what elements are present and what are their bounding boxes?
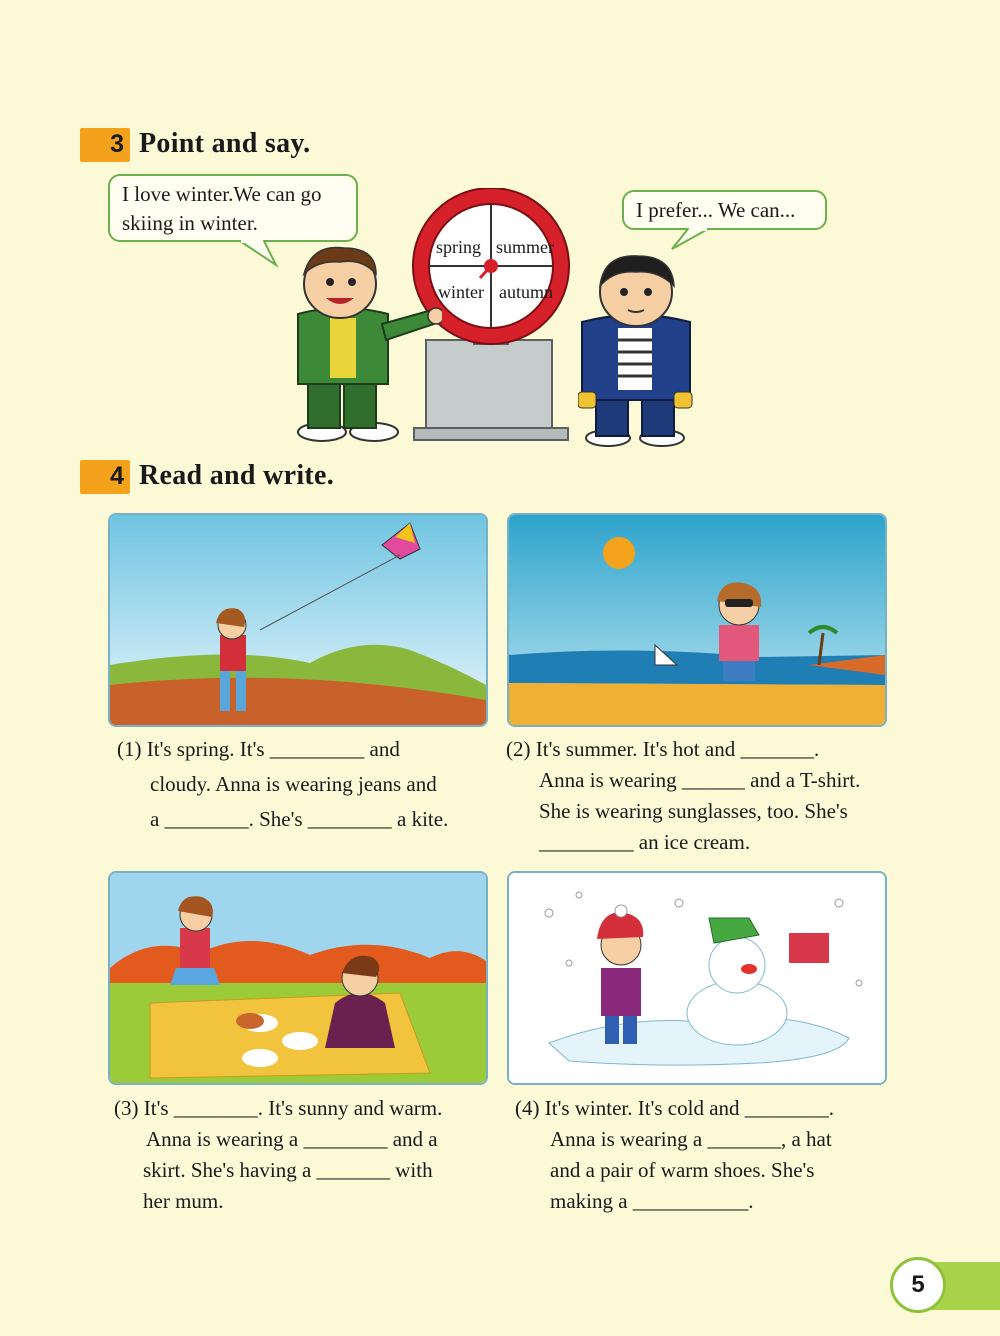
bubble-right-text: I prefer... We can... — [636, 198, 796, 222]
exercise-3-line-2: Anna is wearing a ________ and a — [146, 1127, 438, 1151]
wheel-label-winter: winter — [438, 282, 484, 302]
bubble-right-tail — [668, 227, 718, 253]
section-3-number: 3 — [110, 130, 124, 158]
exercise-2-line-4: _________ an ice cream. — [539, 830, 751, 854]
wheel-label-summer: summer — [496, 237, 554, 257]
exercise-4-line-1: (4) It's winter. It's cold and ________. — [515, 1096, 835, 1120]
bubble-left-line-1: I love winter.We can go — [122, 182, 322, 206]
section-4-badge — [80, 460, 130, 494]
wheel-label-autumn: autumn — [499, 282, 553, 302]
exercise-1-line-1: (1) It's spring. It's _________ and — [117, 737, 400, 761]
exercise-2 — [506, 734, 860, 858]
exercise-4 — [515, 1093, 834, 1217]
page-number: 5 — [890, 1257, 946, 1313]
picture-winter-snowman — [507, 871, 887, 1085]
wheel-label-spring: spring — [436, 237, 481, 257]
exercise-4-line-2: Anna is wearing a _______, a hat — [550, 1127, 832, 1151]
boy-blue-jacket-illustration — [578, 252, 694, 448]
picture-spring-kite — [108, 513, 488, 727]
picture-summer-beach — [507, 513, 887, 727]
exercise-1-line-3: a ________. She's ________ a kite. — [150, 807, 449, 831]
speech-bubble-left — [108, 174, 358, 242]
section-4-title: Read and write. — [139, 460, 335, 491]
boy-green-jacket-illustration — [282, 244, 442, 444]
exercise-1 — [117, 734, 448, 835]
exercise-3-line-3: skirt. She's having a _______ with — [143, 1158, 433, 1182]
section-3-title: Point and say. — [139, 128, 311, 159]
exercise-4-line-3: and a pair of warm shoes. She's — [550, 1158, 815, 1182]
exercise-2-line-3: She is wearing sunglasses, too. She's — [539, 799, 848, 823]
bubble-left-tail — [238, 239, 288, 269]
speech-bubble-right — [622, 190, 827, 230]
picture-autumn-picnic — [108, 871, 488, 1085]
bubble-left-line-2: skiing in winter. — [122, 211, 258, 235]
section-3-badge — [80, 128, 130, 162]
section-4-number: 4 — [110, 462, 124, 490]
exercise-2-line-2: Anna is wearing ______ and a T-shirt. — [539, 768, 861, 792]
exercise-4-line-4: making a ___________. — [550, 1189, 754, 1213]
exercise-3 — [114, 1093, 442, 1217]
exercise-3-line-1: (3) It's ________. It's sunny and warm. — [114, 1096, 443, 1120]
exercise-2-line-1: (2) It's summer. It's hot and _______. — [506, 737, 820, 761]
exercise-3-line-4: her mum. — [143, 1189, 224, 1213]
exercise-1-line-2: cloudy. Anna is wearing jeans and — [150, 772, 437, 796]
